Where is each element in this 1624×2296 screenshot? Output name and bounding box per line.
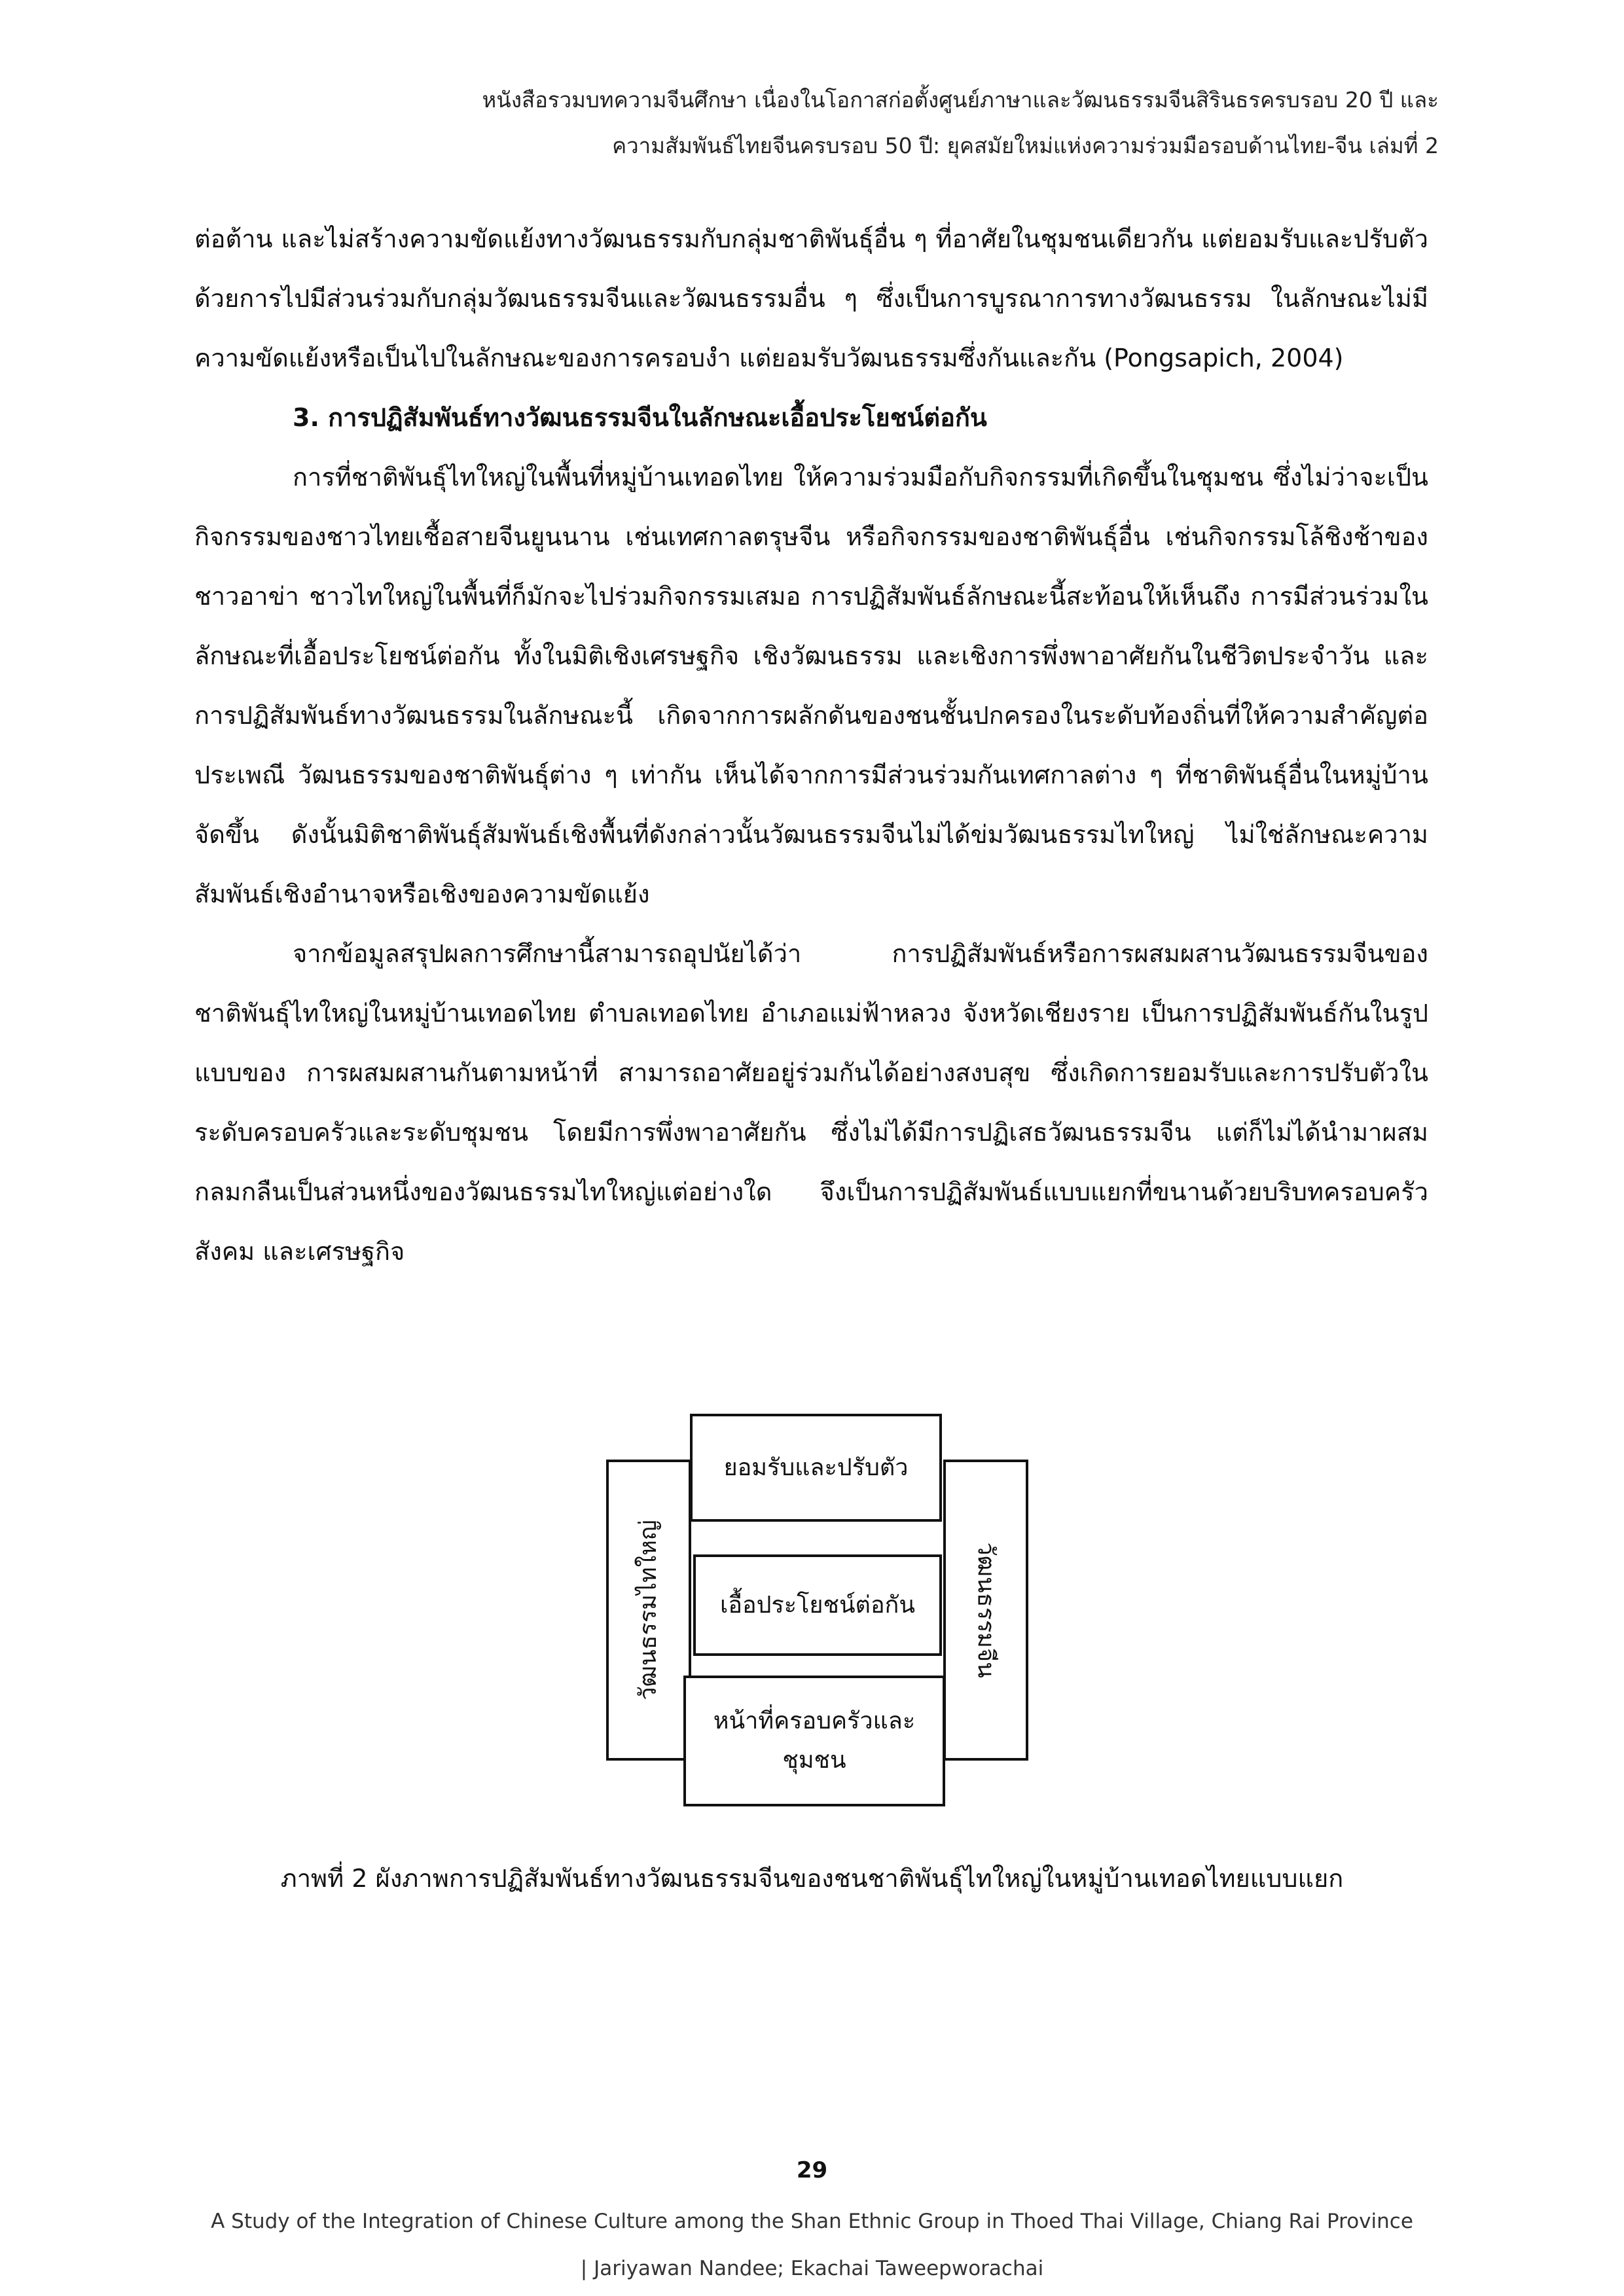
diagram-box-chinese-culture	[943, 1460, 1028, 1761]
running-footer	[0, 2198, 1624, 2292]
main-body	[194, 209, 1428, 1282]
diagram-label-chinese-culture: วัฒนธรรมจีน	[973, 1542, 1000, 1678]
page-number: 29	[796, 2157, 828, 2183]
section-heading-3: 3. การปฏิสัมพันธ์ทางวัฒนธรรมจีนในลักษณะเอื้อประโยชน์ต่อกัน	[293, 403, 987, 432]
paragraph-3: จากข้อมูลสรุปผลการศึกษานี้สามารถอุปนัยได้ว่า การปฏิสัมพันธ์หรือการผสมผสานวัฒนธรรมจีนของชาติพันธุ์ไทใหญ่ในหมู่บ้านเทอดไทย ตำบลเทอดไทย อำเภอแม่ฟ้าหลวง จังหวัดเชียงราย เป็นการปฏิสัมพันธ์กันในรูปแบบของ การผสมผสานกันตามหน้าที่ สามารถอาศัยอยู่ร่วมกันได้อย่างสงบสุข ซึ่งเกิดการยอมรับและการปรับตัวในระดับครอบครัวและระดับชุมชน โดยมีการพึ่งพาอาศัยกัน ซึ่งไม่ได้มีการปฏิเสธวัฒนธรรมจีน แต่ก็ไม่ได้นำมาผสมกลมกลืนเป็นส่วนหนึ่งของวัฒนธรรมไทใหญ่แต่อย่างใด จึงเป็นการปฏิสัมพันธ์แบบแยกที่ขนานด้วยบริบทครอบครัว สังคม และเศรษฐกิจ	[194, 939, 1428, 1266]
footer-authors: | Jariyawan Nandee; Ekachai Taweepworachai	[580, 2257, 1044, 2280]
running-header	[261, 77, 1439, 169]
diagram-label-family-community-1: หน้าที่ครอบครัวและ	[713, 1708, 916, 1734]
figure-caption: ภาพที่ 2 ผังภาพการปฏิสัมพันธ์ทางวัฒนธรรมจีนของชนชาติพันธุ์ไทใหญ่ในหมู่บ้านเทอดไทยแบบแยก	[280, 1864, 1344, 1893]
paragraph-2: การที่ชาติพันธุ์ไทใหญ่ในพื้นที่หมู่บ้านเทอดไทย ให้ความร่วมมือกับกิจกรรมที่เกิดขึ้นในชุมชน ซึ่งไม่ว่าจะเป็นกิจกรรมของชาวไทยเชื้อสายจีนยูนนาน เช่นเทศกาลตรุษจีน หรือกิจกรรมของชาติพันธุ์อื่น เช่นกิจกรรมโล้ชิงช้าของชาวอาข่า ชาวไทใหญ่ในพื้นที่ก็มักจะไปร่วมกิจกรรมเสมอ การปฏิสัมพันธ์ลักษณะนี้สะท้อนให้เห็นถึง การมีส่วนร่วมในลักษณะที่เอื้อประโยชน์ต่อกัน ทั้งในมิติเชิงเศรษฐกิจ เชิงวัฒนธรรม และเชิงการพึ่งพาอาศัยกันในชีวิตประจำวัน และการปฏิสัมพันธ์ทางวัฒนธรรมในลักษณะนี้ เกิดจากการผลักดันของชนชั้นปกครองในระดับท้องถิ่นที่ให้ความสำคัญต่อประเพณี วัฒนธรรมของชาติพันธุ์ต่าง ๆ เท่ากัน เห็นได้จากการมีส่วนร่วมกันเทศกาลต่าง ๆ ที่ชาติพันธุ์อื่นในหมู่บ้านจัดขึ้น ดังนั้นมิติชาติพันธุ์สัมพันธ์เชิงพื้นที่ดังกล่าวนั้นวัฒนธรรมจีนไม่ได้ข่มวัฒนธรรมไทใหญ่ ไม่ใช่ลักษณะความสัมพันธ์เชิงอำนาจหรือเชิงของความขัดแย้ง	[194, 463, 1428, 908]
diagram-box-mutual-benefit	[693, 1554, 942, 1656]
diagram-label-shan-culture: วัฒนธรรมไทใหญ่	[635, 1520, 662, 1700]
running-header-line-2: ความสัมพันธ์ไทยจีนครบรอบ 50 ปี: ยุคสมัยใหม่แห่งความร่วมมือรอบด้านไทย-จีน เล่มที่ 2	[612, 133, 1439, 158]
diagram-box-family-community	[683, 1676, 945, 1806]
diagram-label-accept-adapt: ยอมรับและปรับตัว	[723, 1454, 909, 1481]
running-header-line-1: หนังสือรวมบทความจีนศึกษา เนื่องในโอกาสก่อตั้งศูนย์ภาษาและวัฒนธรรมจีนสิรินธรครบรอบ 20 ปี และ	[482, 87, 1439, 113]
diagram-box-shan-culture	[606, 1460, 691, 1761]
paragraph-continued: ต่อต้าน และไม่สร้างความขัดแย้งทางวัฒนธรรมกับกลุ่มชาติพันธุ์อื่น ๆ ที่อาศัยในชุมชนเดียวกัน แต่ยอมรับและปรับตัวด้วยการไปมีส่วนร่วมกับกลุ่มวัฒนธรรมจีนและวัฒนธรรมอื่น ๆ ซึ่งเป็นการบูรณาการทางวัฒนธรรม ในลักษณะไม่มีความขัดแย้งหรือเป็นไปในลักษณะของการครอบงำ แต่ยอมรับวัฒนธรรมซึ่งกันและกัน (Pongsapich, 2004)	[194, 224, 1428, 372]
footer-title: A Study of the Integration of Chinese Culture among the Shan Ethnic Group in Thoed Thai Village, Chiang Rai Province	[211, 2210, 1413, 2233]
diagram-box-accept-adapt	[690, 1414, 942, 1522]
diagram-label-mutual-benefit: เอื้อประโยชน์ต่อกัน	[720, 1591, 915, 1619]
interaction-diagram	[606, 1414, 1032, 1820]
diagram-label-family-community-2: ชุมชน	[782, 1747, 846, 1774]
